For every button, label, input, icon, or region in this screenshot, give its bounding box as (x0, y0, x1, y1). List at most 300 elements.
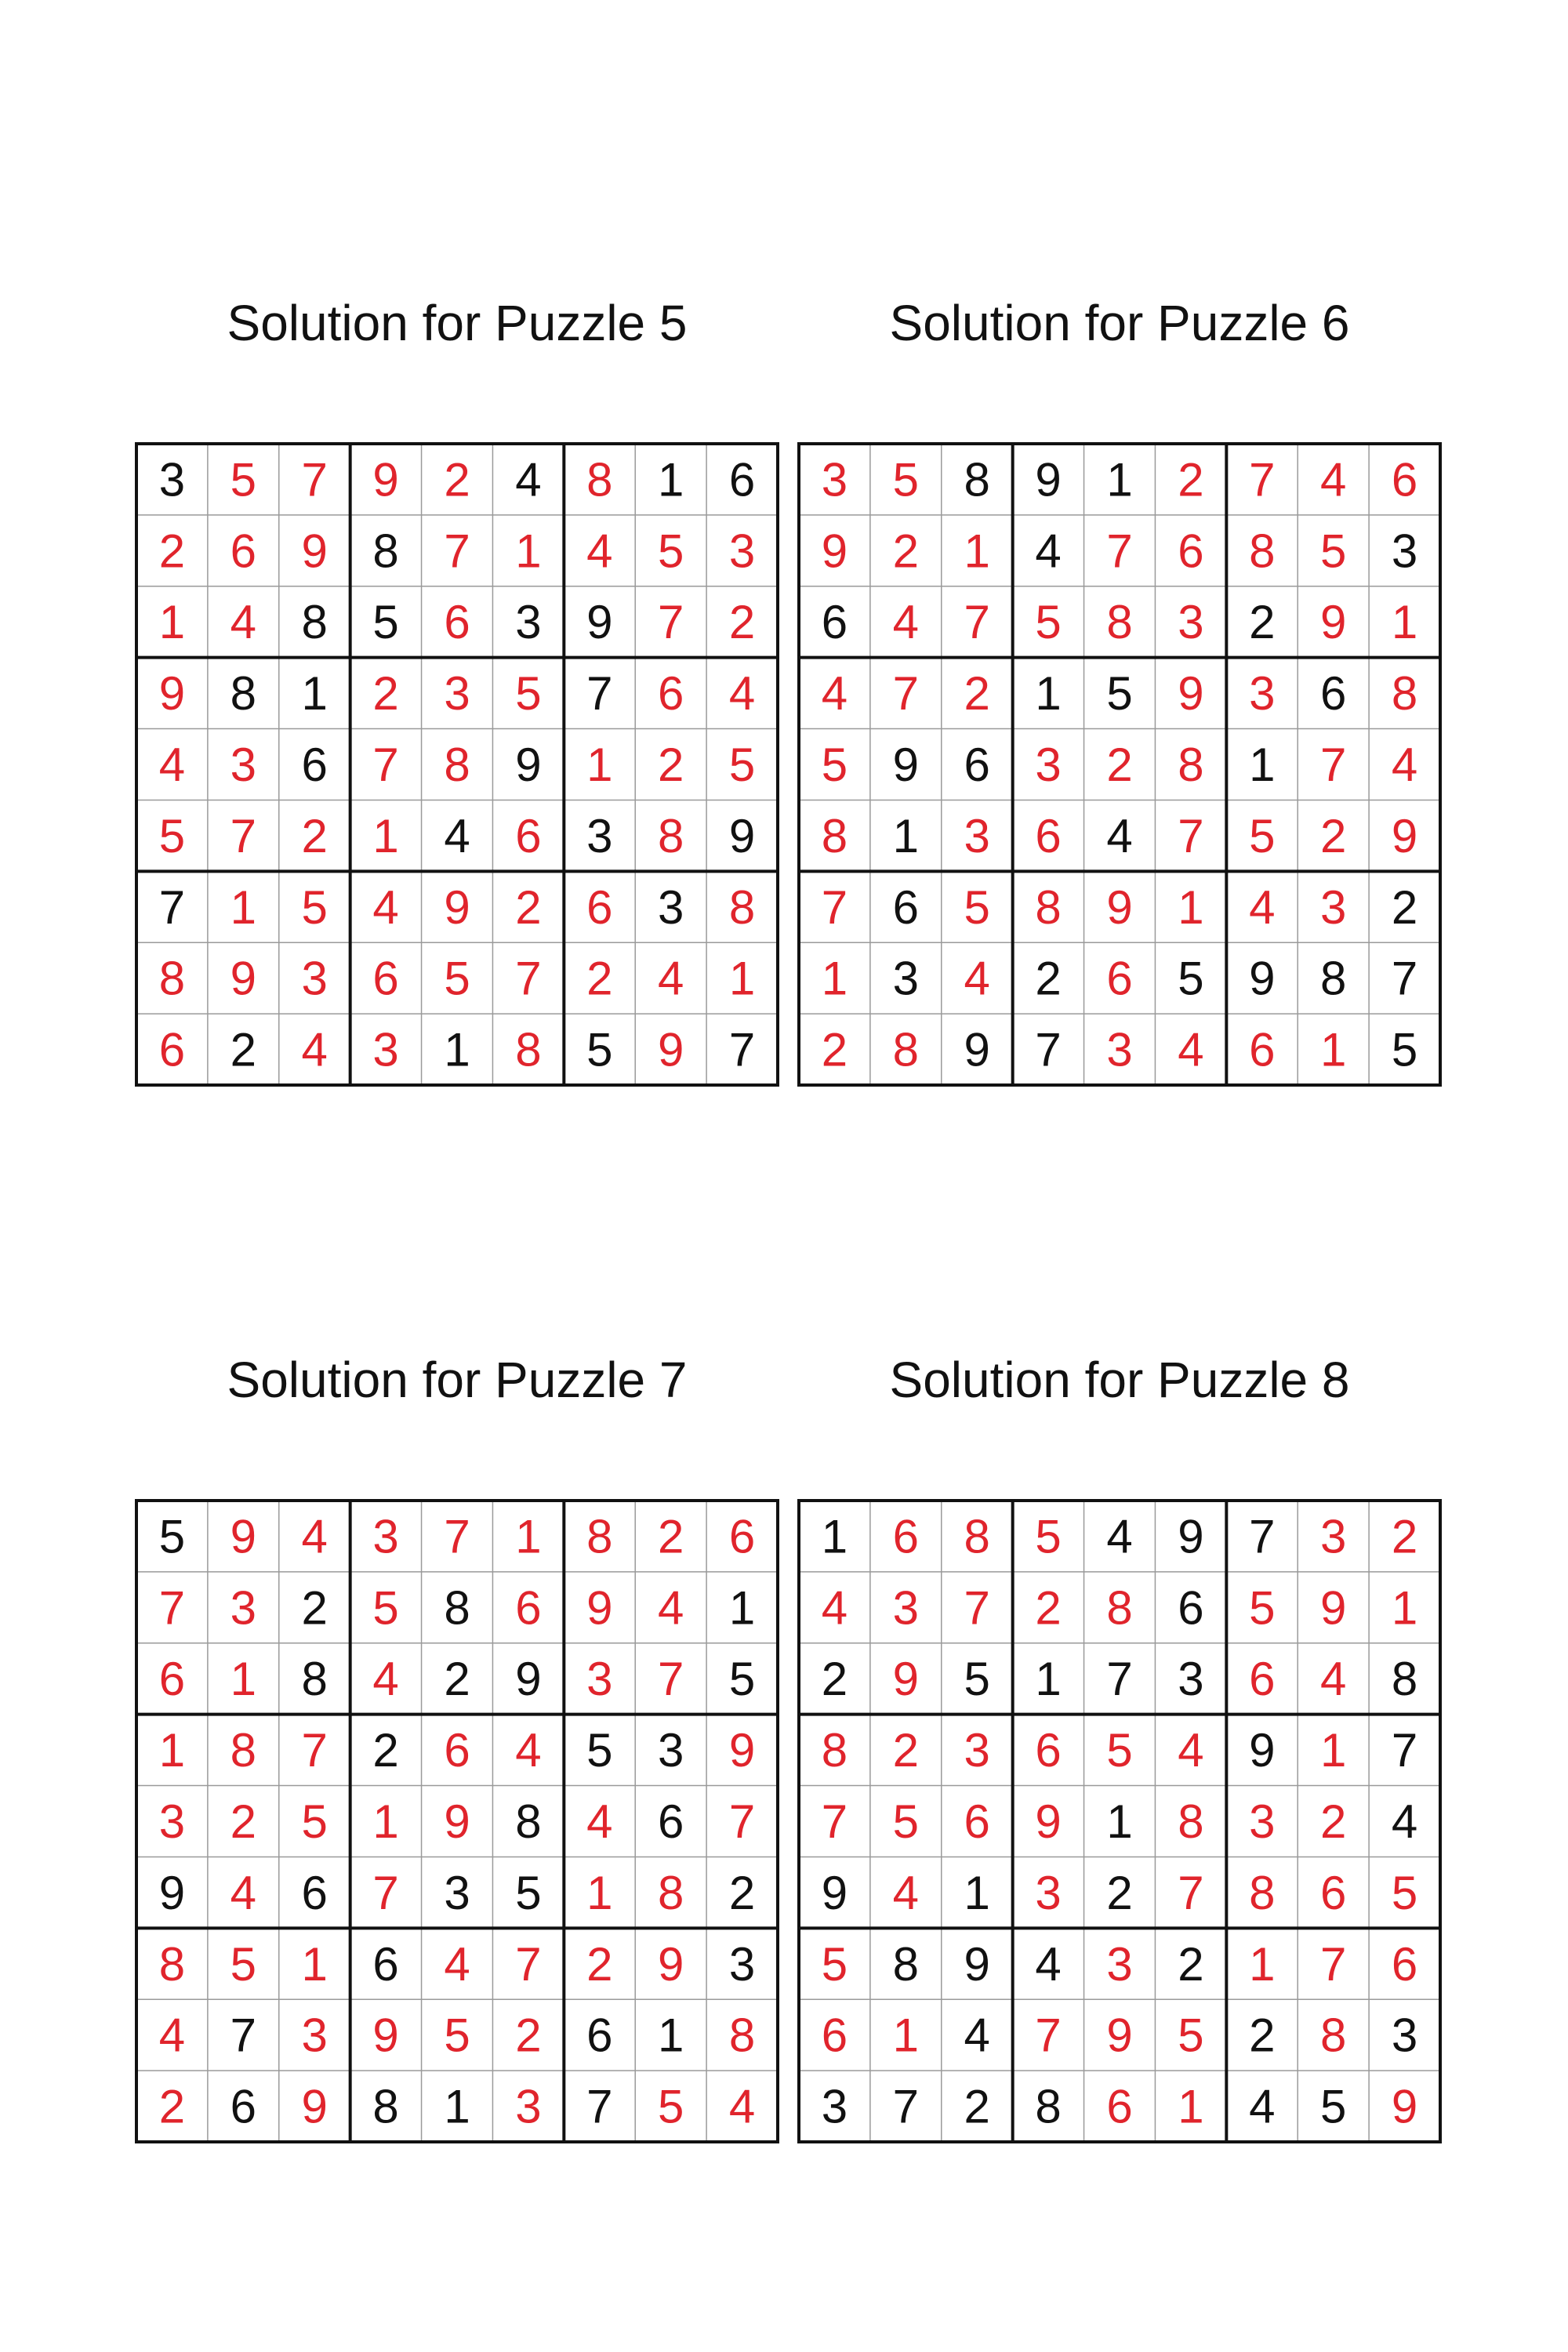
given-digit: 9 (158, 1866, 186, 1919)
solved-digit: 2 (515, 880, 542, 934)
solved-digit: 8 (515, 1023, 542, 1076)
given-digit: 4 (1035, 1937, 1062, 1991)
solved-digit: 8 (230, 1724, 257, 1777)
solved-digit: 6 (1249, 1653, 1276, 1706)
solved-digit: 9 (230, 1510, 257, 1563)
given-digit: 1 (1106, 1795, 1133, 1848)
solved-digit: 6 (230, 524, 257, 578)
given-digit: 5 (964, 1653, 990, 1706)
given-digit: 8 (1319, 952, 1347, 1005)
given-digit: 3 (158, 453, 186, 506)
given-digit: 4 (1249, 2080, 1276, 2133)
solved-digit: 5 (372, 1581, 399, 1635)
given-digit: 9 (1035, 453, 1062, 506)
solved-digit: 4 (444, 1937, 470, 1991)
solved-digit: 7 (657, 596, 684, 649)
solved-digit: 4 (821, 1581, 848, 1635)
given-digit: 7 (230, 2009, 257, 2062)
solved-digit: 5 (301, 1795, 328, 1848)
solved-digit: 6 (1391, 453, 1418, 506)
solved-digit: 2 (586, 1937, 613, 1991)
given-digit: 1 (821, 1510, 848, 1563)
solved-digit: 9 (728, 1724, 756, 1777)
solved-digit: 7 (372, 739, 399, 791)
given-digit: 2 (1249, 596, 1276, 649)
solved-digit: 7 (657, 1653, 684, 1706)
solved-digit: 3 (1178, 596, 1204, 649)
solved-digit: 4 (728, 2080, 756, 2133)
given-digit: 8 (964, 453, 990, 506)
solved-digit: 7 (1319, 739, 1347, 791)
solved-digit: 1 (728, 952, 756, 1005)
solved-digit: 8 (657, 1866, 684, 1919)
solved-digit: 5 (1035, 596, 1062, 649)
solved-digit: 3 (586, 1653, 613, 1706)
sudoku-grid-puzzle-6 (796, 441, 1443, 1088)
solved-digit: 9 (1391, 2080, 1418, 2133)
given-digit: 9 (892, 739, 920, 791)
solved-digit: 7 (158, 1581, 186, 1635)
solved-digit: 7 (1106, 524, 1133, 578)
solved-digit: 9 (657, 1023, 684, 1076)
given-digit: 7 (1249, 1510, 1276, 1563)
given-digit: 7 (1106, 1653, 1133, 1706)
solved-digit: 8 (1249, 524, 1276, 578)
given-digit: 9 (728, 809, 756, 862)
given-digit: 2 (230, 1023, 257, 1076)
solved-digit: 3 (230, 739, 257, 791)
solved-digit: 3 (372, 1510, 399, 1563)
given-digit: 7 (1035, 1023, 1062, 1076)
solved-digit: 4 (1319, 1653, 1347, 1706)
solved-digit: 8 (1319, 2009, 1347, 2062)
solved-digit: 6 (1035, 1724, 1062, 1777)
solved-digit: 3 (1249, 667, 1276, 720)
solved-digit: 1 (1178, 880, 1204, 934)
solved-digit: 3 (1106, 1937, 1133, 1991)
solved-digit: 8 (1391, 667, 1418, 720)
given-digit: 2 (301, 1581, 328, 1635)
solved-digit: 2 (728, 596, 756, 649)
solved-digit: 4 (158, 2009, 186, 2062)
given-digit: 4 (1035, 524, 1062, 578)
solved-digit: 2 (586, 952, 613, 1005)
given-digit: 3 (515, 596, 542, 649)
solved-digit: 2 (515, 2009, 542, 2062)
given-digit: 1 (1035, 1653, 1062, 1706)
solved-digit: 9 (1106, 2009, 1133, 2062)
solved-digit: 9 (444, 880, 470, 934)
solved-digit: 1 (586, 739, 613, 791)
given-digit: 1 (892, 809, 920, 862)
solved-digit: 1 (301, 1937, 328, 1991)
solved-digit: 3 (964, 1724, 990, 1777)
given-digit: 2 (1035, 952, 1062, 1005)
solved-digit: 4 (821, 667, 848, 720)
solved-digit: 1 (1178, 2080, 1204, 2133)
solved-digit: 3 (515, 2080, 542, 2133)
solved-digit: 4 (728, 667, 756, 720)
given-digit: 5 (1178, 952, 1204, 1005)
puzzle-5-title: Solution for Puzzle 5 (227, 295, 688, 351)
solved-digit: 2 (301, 809, 328, 862)
solved-digit: 1 (1319, 1023, 1347, 1076)
solved-digit: 5 (1178, 2009, 1204, 2062)
given-digit: 2 (1178, 1937, 1204, 1991)
given-digit: 3 (657, 880, 684, 934)
solved-digit: 3 (892, 1581, 920, 1635)
given-digit: 7 (1391, 1724, 1418, 1777)
solved-digit: 5 (158, 809, 186, 862)
given-digit: 1 (1249, 739, 1276, 791)
solved-digit: 6 (657, 667, 684, 720)
solved-digit: 5 (301, 880, 328, 934)
solved-digit: 5 (892, 1795, 920, 1848)
solved-digit: 1 (892, 2009, 920, 2062)
solved-digit: 5 (515, 667, 542, 720)
solved-digit: 4 (372, 1653, 399, 1706)
given-digit: 8 (301, 1653, 328, 1706)
given-digit: 6 (892, 880, 920, 934)
given-digit: 2 (728, 1866, 756, 1919)
solved-digit: 7 (1249, 453, 1276, 506)
given-digit: 9 (515, 1653, 542, 1706)
given-digit: 1 (444, 1023, 470, 1076)
solved-digit: 1 (158, 596, 186, 649)
solved-digit: 4 (892, 1866, 920, 1919)
solved-digit: 7 (821, 880, 848, 934)
given-digit: 9 (1249, 1724, 1276, 1777)
solved-digit: 9 (1391, 809, 1418, 862)
solved-digit: 7 (964, 596, 990, 649)
solved-digit: 9 (892, 1653, 920, 1706)
solved-digit: 6 (1249, 1023, 1276, 1076)
solved-digit: 3 (372, 1023, 399, 1076)
solved-digit: 5 (230, 453, 257, 506)
solved-digit: 8 (821, 1724, 848, 1777)
given-digit: 2 (1106, 1866, 1133, 1919)
solved-digit: 7 (1178, 1866, 1204, 1919)
solved-digit: 7 (821, 1795, 848, 1848)
solved-digit: 2 (657, 1510, 684, 1563)
solved-digit: 1 (964, 524, 990, 578)
solved-digit: 5 (821, 739, 848, 791)
given-digit: 4 (964, 2009, 990, 2062)
solved-digit: 5 (1319, 524, 1347, 578)
solved-digit: 9 (586, 1581, 613, 1635)
given-digit: 8 (515, 1795, 542, 1848)
solved-digit: 5 (444, 952, 470, 1005)
solved-digit: 2 (892, 524, 920, 578)
solved-digit: 9 (372, 453, 399, 506)
solved-digit: 3 (1035, 739, 1062, 791)
solved-digit: 7 (1035, 2009, 1062, 2062)
given-digit: 8 (892, 1937, 920, 1991)
solved-digit: 2 (657, 739, 684, 791)
solved-digit: 2 (444, 453, 470, 506)
solved-digit: 2 (1319, 809, 1347, 862)
given-digit: 4 (515, 453, 542, 506)
given-digit: 6 (230, 2080, 257, 2133)
given-digit: 9 (1249, 952, 1276, 1005)
given-digit: 8 (1035, 2080, 1062, 2133)
solved-digit: 6 (158, 1023, 186, 1076)
given-digit: 5 (728, 1653, 756, 1706)
given-digit: 6 (301, 739, 328, 791)
given-digit: 2 (964, 2080, 990, 2133)
solved-digit: 2 (892, 1724, 920, 1777)
solved-digit: 9 (158, 667, 186, 720)
solved-digit: 8 (586, 1510, 613, 1563)
solved-digit: 7 (301, 453, 328, 506)
puzzle-7-title: Solution for Puzzle 7 (227, 1352, 688, 1408)
solved-digit: 1 (1391, 596, 1418, 649)
solved-digit: 6 (1391, 1937, 1418, 1991)
solved-digit: 1 (586, 1866, 613, 1919)
solved-digit: 3 (728, 524, 756, 578)
given-digit: 6 (657, 1795, 684, 1848)
solved-digit: 8 (444, 739, 470, 791)
given-digit: 5 (1319, 2080, 1347, 2133)
solved-digit: 2 (1391, 1510, 1418, 1563)
solved-digit: 8 (728, 880, 756, 934)
solved-digit: 6 (1106, 2080, 1133, 2133)
solved-digit: 6 (444, 1724, 470, 1777)
sudoku-grid-puzzle-8 (796, 1497, 1443, 2145)
solved-digit: 3 (1249, 1795, 1276, 1848)
solved-digit: 8 (1035, 880, 1062, 934)
solved-digit: 9 (657, 1937, 684, 1991)
solved-digit: 4 (1249, 880, 1276, 934)
given-digit: 1 (964, 1866, 990, 1919)
solved-digit: 5 (230, 1937, 257, 1991)
solved-digit: 6 (1106, 952, 1133, 1005)
solved-digit: 9 (1106, 880, 1133, 934)
solved-digit: 1 (372, 809, 399, 862)
solved-digit: 8 (728, 2009, 756, 2062)
given-digit: 2 (372, 1724, 399, 1777)
solved-digit: 5 (1249, 1581, 1276, 1635)
solved-digit: 4 (586, 1795, 613, 1848)
given-digit: 3 (1391, 2009, 1418, 2062)
solved-digit: 7 (515, 952, 542, 1005)
given-digit: 9 (964, 1023, 990, 1076)
solved-digit: 3 (1035, 1866, 1062, 1919)
given-digit: 8 (372, 524, 399, 578)
solved-digit: 2 (372, 667, 399, 720)
solved-digit: 4 (892, 596, 920, 649)
given-digit: 6 (1319, 667, 1347, 720)
given-digit: 6 (821, 596, 848, 649)
solved-digit: 5 (1391, 1866, 1418, 1919)
solved-digit: 5 (964, 880, 990, 934)
solved-digit: 2 (158, 524, 186, 578)
grid-svg (796, 1497, 1443, 2145)
given-digit: 1 (301, 667, 328, 720)
solved-digit: 6 (1035, 809, 1062, 862)
given-digit: 3 (586, 809, 613, 862)
solved-digit: 7 (515, 1937, 542, 1991)
given-digit: 5 (372, 596, 399, 649)
solved-digit: 5 (444, 2009, 470, 2062)
given-digit: 8 (230, 667, 257, 720)
given-digit: 5 (586, 1724, 613, 1777)
solved-digit: 6 (821, 2009, 848, 2062)
given-digit: 6 (1178, 1581, 1204, 1635)
given-digit: 7 (586, 2080, 613, 2133)
solved-digit: 3 (444, 667, 470, 720)
solved-digit: 5 (1106, 1724, 1133, 1777)
given-digit: 8 (301, 596, 328, 649)
solved-digit: 9 (301, 2080, 328, 2133)
solved-digit: 7 (1319, 1937, 1347, 1991)
given-digit: 7 (586, 667, 613, 720)
given-digit: 1 (444, 2080, 470, 2133)
solved-digit: 6 (444, 596, 470, 649)
solved-digit: 5 (1249, 809, 1276, 862)
given-digit: 5 (586, 1023, 613, 1076)
solved-digit: 2 (230, 1795, 257, 1848)
solved-digit: 4 (1178, 1724, 1204, 1777)
given-digit: 2 (821, 1653, 848, 1706)
given-digit: 6 (728, 453, 756, 506)
solved-digit: 9 (230, 952, 257, 1005)
solved-digit: 3 (158, 1795, 186, 1848)
solved-digit: 6 (515, 809, 542, 862)
solved-digit: 6 (586, 880, 613, 934)
solved-digit: 9 (1319, 596, 1347, 649)
solved-digit: 4 (301, 1510, 328, 1563)
solved-digit: 1 (515, 524, 542, 578)
given-digit: 2 (1391, 880, 1418, 934)
given-digit: 6 (586, 2009, 613, 2062)
given-digit: 2 (1249, 2009, 1276, 2062)
given-digit: 5 (1391, 1023, 1418, 1076)
solved-digit: 2 (1106, 739, 1133, 791)
given-digit: 8 (1391, 1653, 1418, 1706)
solved-digit: 5 (892, 453, 920, 506)
solved-digit: 4 (1178, 1023, 1204, 1076)
solved-digit: 4 (372, 880, 399, 934)
solved-digit: 2 (821, 1023, 848, 1076)
solved-digit: 9 (821, 524, 848, 578)
solved-digit: 9 (1319, 1581, 1347, 1635)
solved-digit: 3 (301, 2009, 328, 2062)
solved-digit: 4 (158, 739, 186, 791)
solved-digit: 7 (1178, 809, 1204, 862)
given-digit: 7 (892, 2080, 920, 2133)
given-digit: 5 (1106, 667, 1133, 720)
given-digit: 6 (301, 1866, 328, 1919)
solved-digit: 8 (158, 952, 186, 1005)
solved-digit: 6 (964, 1795, 990, 1848)
given-digit: 3 (1391, 524, 1418, 578)
solved-digit: 1 (1249, 1937, 1276, 1991)
solved-digit: 5 (657, 524, 684, 578)
solved-digit: 7 (892, 667, 920, 720)
solved-digit: 8 (1178, 739, 1204, 791)
solved-digit: 8 (892, 1023, 920, 1076)
given-digit: 4 (1391, 1795, 1418, 1848)
solved-digit: 9 (1035, 1795, 1062, 1848)
given-digit: 3 (444, 1866, 470, 1919)
given-digit: 8 (444, 1581, 470, 1635)
solved-digit: 3 (1319, 1510, 1347, 1563)
solved-digit: 1 (158, 1724, 186, 1777)
given-digit: 9 (1178, 1510, 1204, 1563)
given-digit: 6 (372, 1937, 399, 1991)
solved-digit: 3 (964, 809, 990, 862)
solved-digit: 2 (1178, 453, 1204, 506)
solved-digit: 1 (821, 952, 848, 1005)
solved-digit: 6 (1319, 1866, 1347, 1919)
solved-digit: 8 (1178, 1795, 1204, 1848)
solved-digit: 6 (1178, 524, 1204, 578)
solved-digit: 2 (158, 2080, 186, 2133)
solved-digit: 3 (821, 453, 848, 506)
given-digit: 1 (1106, 453, 1133, 506)
given-digit: 9 (515, 739, 542, 791)
solved-digit: 9 (301, 524, 328, 578)
solved-digit: 1 (372, 1795, 399, 1848)
given-digit: 5 (515, 1866, 542, 1919)
solved-digit: 4 (1319, 453, 1347, 506)
grid-svg (133, 441, 781, 1088)
puzzle-8-title: Solution for Puzzle 8 (889, 1352, 1350, 1408)
grid-svg (133, 1497, 781, 2145)
solved-digit: 8 (1106, 1581, 1133, 1635)
solved-digit: 8 (586, 453, 613, 506)
solved-digit: 2 (1035, 1581, 1062, 1635)
solved-digit: 4 (657, 952, 684, 1005)
given-digit: 7 (1391, 952, 1418, 1005)
solved-digit: 1 (515, 1510, 542, 1563)
given-digit: 9 (586, 596, 613, 649)
given-digit: 1 (657, 2009, 684, 2062)
solved-digit: 4 (230, 596, 257, 649)
solved-digit: 1 (230, 1653, 257, 1706)
solved-digit: 3 (301, 952, 328, 1005)
given-digit: 3 (1178, 1653, 1204, 1706)
given-digit: 8 (372, 2080, 399, 2133)
solved-digit: 8 (964, 1510, 990, 1563)
given-digit: 3 (657, 1724, 684, 1777)
grid-svg (796, 441, 1443, 1088)
solved-digit: 7 (444, 524, 470, 578)
given-digit: 2 (444, 1653, 470, 1706)
given-digit: 9 (821, 1866, 848, 1919)
solved-digit: 4 (1391, 739, 1418, 791)
solved-digit: 1 (230, 880, 257, 934)
solved-digit: 4 (657, 1581, 684, 1635)
solved-digit: 2 (1319, 1795, 1347, 1848)
given-digit: 1 (657, 453, 684, 506)
solved-digit: 3 (1319, 880, 1347, 934)
sudoku-grid-puzzle-5 (133, 441, 781, 1088)
solved-digit: 8 (1249, 1866, 1276, 1919)
given-digit: 4 (444, 809, 470, 862)
sudoku-grid-puzzle-7 (133, 1497, 781, 2145)
solved-digit: 4 (301, 1023, 328, 1076)
solved-digit: 3 (230, 1581, 257, 1635)
solved-digit: 4 (515, 1724, 542, 1777)
solved-digit: 4 (230, 1866, 257, 1919)
solved-digit: 1 (1391, 1581, 1418, 1635)
solved-digit: 5 (657, 2080, 684, 2133)
given-digit: 4 (1106, 809, 1133, 862)
solved-digit: 6 (515, 1581, 542, 1635)
solved-digit: 8 (158, 1937, 186, 1991)
